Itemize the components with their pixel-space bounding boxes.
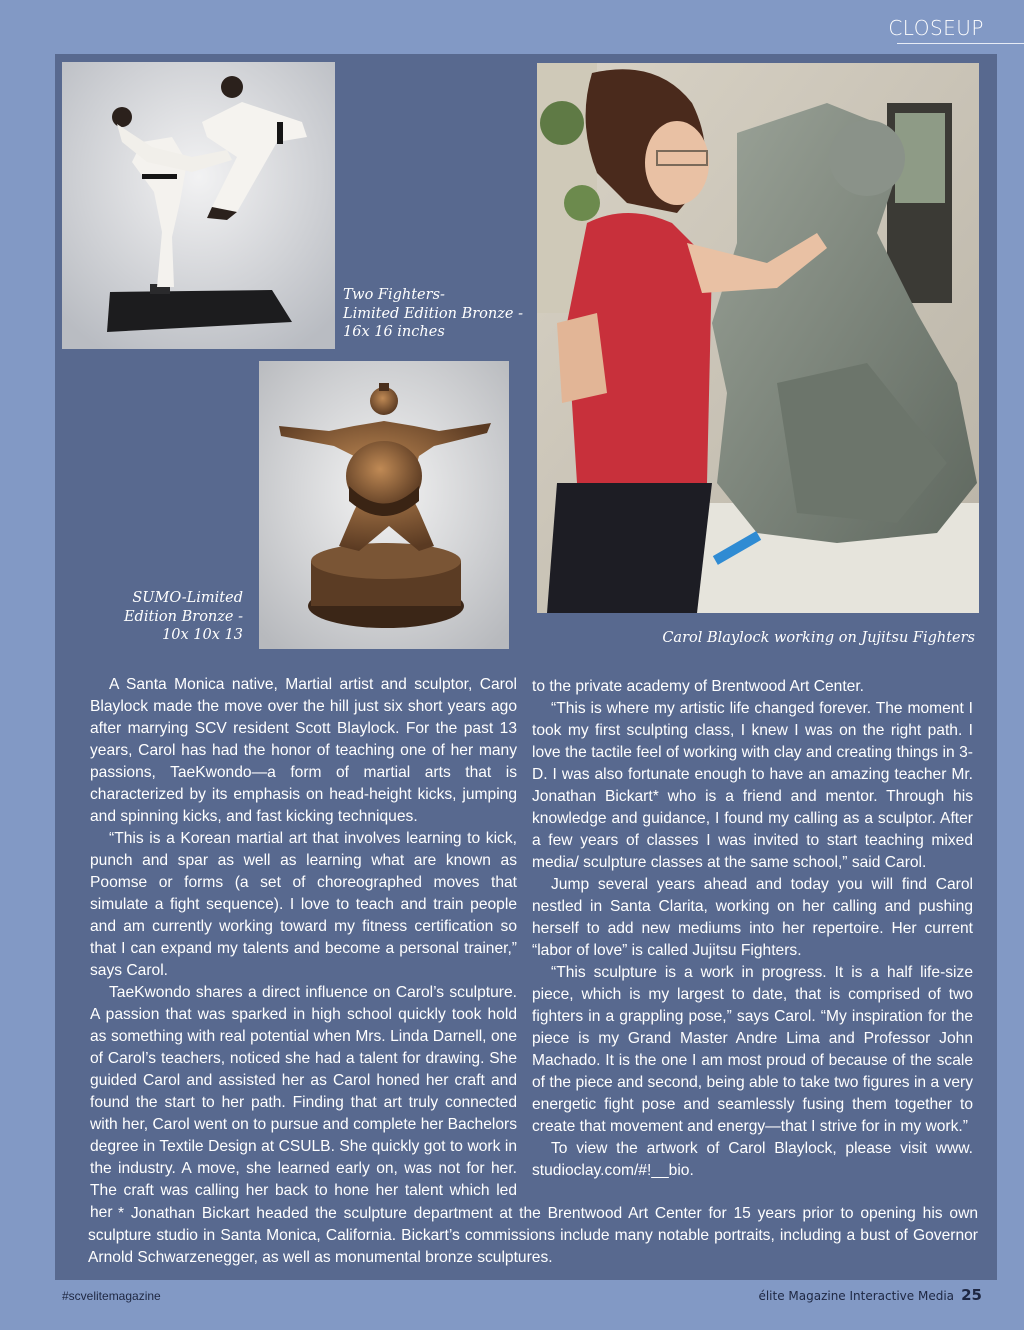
article-paragraph: “This sculpture is a work in progress. It is a half life-size piece, which is my largest to date, that is comprised of two fighters in a grappling pose,” says Carol. “My inspiration for the piece is my Grand Master Andre Lima and Professor John Machado. It is the one I am most proud of because of the scale of the piece and second, being able to take two figures in a very energetic fight pose and seamlessly fusing them together to create that movement and energy—that I strive for in my work.” — [532, 964, 973, 1135]
article-paragraph: Jump several years ahead and today you will find Carol nestled in Santa Clarita, working on her calling and pushing herself to add new mediums into her repertoire. Her current “labor of love” is called Jujitsu Fighters. — [532, 876, 973, 959]
footnote: * Jonathan Bickart headed the sculpture department at the Brentwood Art Center for 15 years prior to opening his own sculpture studio in Santa Monica, California. Bickart’s commissions include many notable portraits, including a bust of Governor Arnold Schwarzenegger, as well as monumental bronze sculptures. — [88, 1205, 978, 1266]
article-column-left — [90, 674, 517, 1224]
caption-line: Two Fighters- — [343, 287, 445, 303]
caption-line: SUMO-Limited — [132, 590, 243, 606]
article-paragraph: “This is where my artistic life changed forever. The moment I took my first sculpting class, I knew I was on the right path. I love the tactile feel of working with clay and creating things in 3-D. I was also fortunate enough to have an amazing teacher Mr. Jonathan Bickart* who is a friend and mentor. Through his knowledge and guidance, I found my calling as a sculptor. After a few years of classes I was invited to start teaching mixed media/ sculpture classes at the same school,” said Carol. — [532, 700, 973, 871]
sumo-caption — [100, 589, 243, 645]
article-paragraph: “This is a Korean martial art that involves learning to kick, punch and spar as well as learning what are known as Poomse or forms (a set of choreographed moves that simulate a fight sequence). I love to teach and train people and am currently working toward my fitness certification so that I can expand my talents and become a personal trainer,” says Carol. — [90, 830, 517, 979]
caption-line: Edition Bronze - — [123, 608, 243, 625]
two-fighters-photo — [62, 62, 335, 349]
carol-photo-caption: Carol Blaylock working on Jujitsu Fighters — [662, 630, 975, 646]
caption-line: 16x 16 inches — [343, 324, 445, 340]
article-paragraph: To view the artwork of Carol Blaylock, please visit www. studioclay.com/#!__bio. — [532, 1140, 973, 1179]
article-paragraph: A Santa Monica native, Martial artist and sculptor, Carol Blaylock made the move over the hill just six short years ago after marrying SCV resident Scott Blaylock. For the past 13 years, Carol has had the honor of teaching one of her many passions, TaeKwondo—a form of martial arts that is characterized by its emphasis on head-height kicks, jumping and spinning kicks, and fast kicking techniques. — [90, 676, 517, 825]
article-paragraph: TaeKwondo shares a direct influence on Carol’s sculpture. A passion that was sparked in high school quickly took hold as something with real potential when Mrs. Linda Darnell, one of Carol’s teachers, noticed she had a talent for drawing. She guided Carol and assisted her as Carol honed her craft and found the start to her path. Finding that art truly connected with her, Carol went on to pursue and complete her Bachelors degree in Textile Design at CSULB. She quickly got to work in the industry. A move, she learned early on, was not for her. The craft was calling her back to hone her talent which led her — [90, 984, 517, 1221]
section-rule — [897, 43, 1024, 44]
article-column-right — [532, 676, 973, 1182]
caption-line: 10x 10x 13 — [162, 627, 243, 643]
page-number: 25 — [961, 1286, 982, 1304]
sumo-photo — [259, 361, 509, 649]
caption-line: Limited Edition Bronze - — [343, 305, 523, 322]
section-label: CLOSEUP — [888, 16, 984, 40]
carol-working-photo — [537, 63, 979, 613]
footer-publication: élite Magazine Interactive Media — [758, 1289, 954, 1303]
footer-hashtag: #scvelitemagazine — [62, 1289, 161, 1303]
article-paragraph-continuation: to the private academy of Brentwood Art Center. — [532, 678, 864, 695]
two-fighters-caption — [343, 286, 533, 342]
